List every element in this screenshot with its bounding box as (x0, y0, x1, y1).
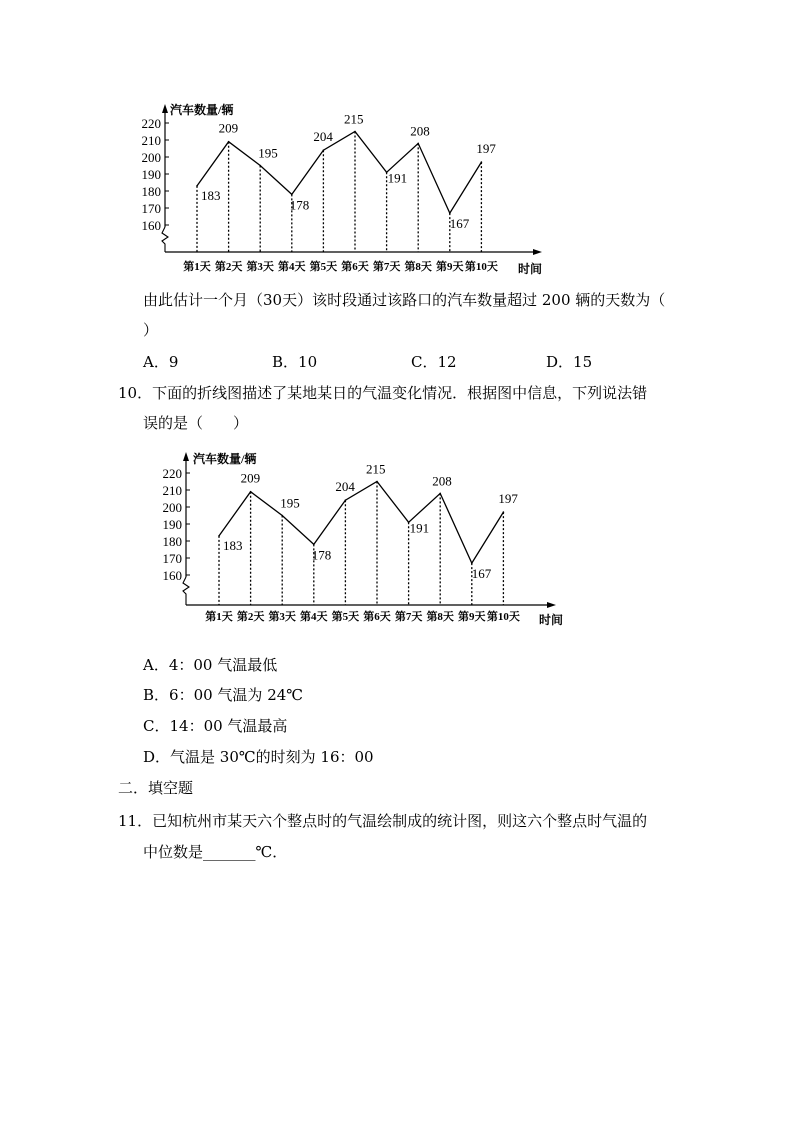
x-axis-label: 时间 (539, 613, 564, 627)
x-tick-label: 第7天 (394, 611, 423, 623)
x-tick-label: 第5天 (331, 611, 360, 623)
x-tick-label: 第10天 (486, 611, 520, 623)
data-label: 215 (366, 461, 386, 477)
data-point (376, 481, 378, 483)
y-tick-label: 220 (141, 116, 161, 131)
question-9-prompt-line1: 由此估计一个月（30天）该时段通过该路口的汽车数量超过 200 辆的天数为（ (143, 291, 666, 309)
question-9-option-b: B．10 (272, 353, 318, 371)
data-label: 178 (311, 547, 332, 563)
y-axis-break (183, 577, 189, 605)
x-axis-arrow (547, 602, 556, 608)
y-tick-label: 220 (162, 466, 182, 481)
x-tick-label: 第7天 (372, 261, 401, 273)
y-tick-label: 180 (141, 184, 161, 199)
data-label: 197 (498, 491, 518, 507)
data-point (439, 493, 441, 495)
data-point (250, 491, 252, 493)
data-label: 191 (387, 170, 408, 186)
x-tick-label: 第8天 (404, 261, 432, 273)
question-10-option-a: A．4：00 气温最低 (143, 656, 278, 674)
y-tick-label: 160 (162, 568, 182, 583)
question-10-option-d: D．气温是 30℃的时刻为 16：00 (143, 748, 374, 766)
question-10-option-c: C．14：00 气温最高 (143, 717, 288, 735)
data-point (471, 562, 473, 564)
data-label: 208 (432, 473, 452, 489)
x-tick-label: 第2天 (214, 261, 243, 273)
data-point (313, 544, 315, 546)
y-axis-arrow (183, 452, 189, 461)
x-tick-label: 第1天 (183, 261, 211, 273)
x-tick-label: 第6天 (341, 261, 369, 273)
y-tick-label: 160 (141, 218, 161, 233)
question-9-option-a: A．9 (143, 353, 179, 371)
y-tick-label: 210 (162, 483, 182, 498)
y-axis-label: 汽车数量/辆 (193, 452, 257, 466)
x-tick-label: 第9天 (458, 611, 486, 623)
question-11-line1: 11．已知杭州市某天六个整点时的气温绘制成的统计图，则这六个整点时气温的 (118, 812, 648, 830)
data-label: 197 (476, 141, 496, 157)
x-tick-label: 第10天 (464, 261, 498, 273)
x-tick-label: 第2天 (236, 611, 265, 623)
x-tick-label: 第9天 (436, 261, 464, 273)
data-label: 183 (223, 537, 243, 553)
data-label: 209 (218, 120, 239, 136)
y-tick-label: 210 (141, 133, 161, 148)
data-label: 204 (313, 129, 333, 145)
y-tick-label: 200 (162, 500, 182, 515)
y-axis-label: 汽车数量/辆 (170, 103, 234, 117)
x-tick-label: 第3天 (246, 261, 274, 273)
question-11-line2: 中位数是_______℃． (143, 843, 288, 861)
x-tick-label: 第4天 (278, 261, 306, 273)
x-tick-label: 第5天 (309, 261, 338, 273)
question-9-prompt-line2: ） (143, 321, 159, 339)
data-label: 167 (449, 216, 470, 232)
y-tick-label: 170 (141, 201, 161, 216)
x-tick-label: 第8天 (426, 611, 454, 623)
data-point (345, 499, 347, 501)
series-line (219, 482, 503, 564)
data-label: 204 (335, 479, 355, 495)
question-10-option-b: B．6：00 气温为 24℃ (143, 686, 304, 704)
y-tick-label: 190 (162, 517, 182, 532)
x-axis-label: 时间 (518, 262, 543, 276)
data-point (503, 511, 505, 513)
question-10-line1: 10．下面的折线图描述了某地某日的气温变化情况．根据图中信息，下列说法错 (118, 384, 648, 402)
question-9-option-c: C．12 (411, 353, 457, 371)
y-tick-label: 190 (141, 167, 161, 182)
section-title-fill-in: 二．填空题 (118, 779, 194, 797)
y-tick-label: 170 (162, 551, 182, 566)
data-label: 195 (280, 495, 300, 511)
data-label: 215 (344, 111, 364, 127)
data-label: 195 (258, 145, 278, 161)
data-point (218, 535, 220, 537)
data-label: 178 (289, 197, 310, 213)
data-label: 183 (201, 187, 221, 203)
y-tick-label: 180 (162, 534, 182, 549)
data-label: 191 (409, 520, 430, 536)
data-label: 208 (410, 123, 430, 139)
x-tick-label: 第6天 (363, 611, 391, 623)
x-tick-label: 第1天 (205, 611, 233, 623)
question-9-option-d: D．15 (546, 353, 593, 371)
x-tick-label: 第3天 (268, 611, 296, 623)
y-tick-label: 200 (141, 150, 161, 165)
data-label: 167 (471, 566, 492, 582)
question-10-line2: 误的是（ ） (143, 414, 249, 432)
x-tick-label: 第4天 (300, 611, 328, 623)
data-point (281, 515, 283, 517)
data-label: 209 (240, 470, 261, 486)
